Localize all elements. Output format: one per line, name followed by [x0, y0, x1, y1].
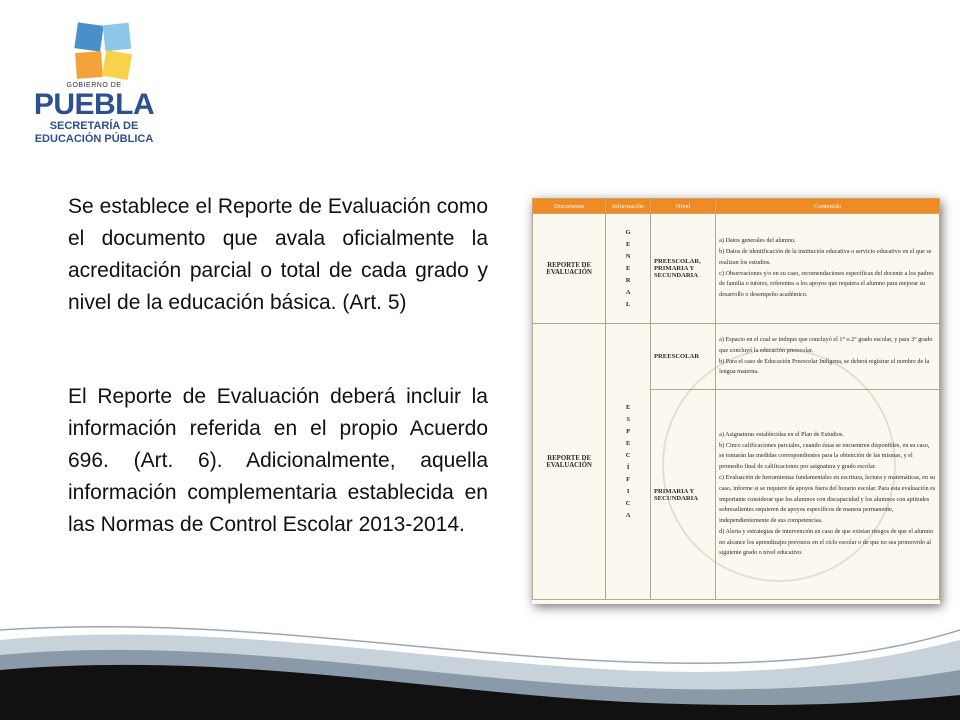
logo-line2: EDUCACIÓN PÚBLICA	[34, 133, 154, 145]
header-informacion: Información	[606, 199, 651, 214]
content-item: b) Cinco calificaciones parciales, cuando éstas se encuentren disponibles, en su caso, se tomarán las medidas correspondientes para la obtención de las mismas, y el promedio final de calificaciones por asignatura y grado escolar.	[719, 441, 930, 471]
puzzle-pieces-icon	[62, 24, 142, 80]
table-row	[533, 214, 940, 324]
paragraph-art5: Se establece el Reporte de Evaluación como el documento que avala oficialmente la acreditación parcial o total de cada grado y nivel de la educación básica. (Art. 5)	[68, 195, 488, 314]
logo-line1: SECRETARÍA DE	[49, 120, 139, 132]
cell-informacion	[606, 324, 651, 600]
header-nivel: Nivel	[651, 199, 716, 214]
content-item: a) Espacio en el cual se indique que concluyó el 1° o 2° grado escolar, y para 3° grado que concluyó la educación preescolar.	[719, 335, 933, 354]
info-general-text: G E N E R A L	[625, 228, 631, 308]
table-header-row	[533, 199, 940, 214]
cell-documento: REPORTE DE EVALUACIÓN	[533, 214, 606, 324]
content-item: d) Alerta y estrategias de intervención en caso de que existan riesgos de que el alumno no alcance los aprendizajes previstos en el ciclo escolar o de que no sea promovido al siguiente grado o nivel educativo.	[719, 527, 934, 557]
reporte-table-image	[532, 198, 940, 604]
content-item: c) Observaciones y/o en su caso, recomendaciones específicas del docente a los padres de familia o tutores, referentes a los apoyos que requiera el alumno para mejorar su desarrollo o desempeño académico.	[719, 269, 934, 299]
puebla-sep-logo	[24, 22, 164, 145]
seal-watermark	[662, 348, 896, 582]
paragraph-art6: El Reporte de Evaluación deberá incluir la información referida en el propio Acuerdo 696. (Art. 6). Adicionalmente, aquella información complementaria establecida en las Normas de Control Escolar 2013-2014.	[68, 385, 488, 536]
bottom-wave-decoration	[0, 600, 960, 720]
info-especifica-text: E S P E C Í F I C A	[625, 403, 631, 519]
content-item: b) Datos de identificación de la institución educativa o servicio educativo en el que se realizan los estudios.	[719, 247, 932, 266]
content-item: c) Evaluación de herramientas fundamentales en escritura, lectura y matemáticas, en su caso, informe si se requiere de apoyos fuera del horario escolar. Para esta evaluación es importante considerar que los alumnos con discapacidad y los alumnos con aptitudes sobresalientes requieren de apoyos específicos de manera permanente, independientemente de sus competencias.	[719, 473, 936, 525]
cell-informacion	[606, 214, 651, 324]
cell-nivel-preescolar: PREESCOLAR	[651, 324, 716, 390]
cell-nivel-primaria: PRIMARIA Y SECUNDARIA	[651, 390, 716, 600]
logo-small-text: GOBIERNO DE	[66, 82, 122, 89]
cell-documento: REPORTE DE EVALUACIÓN	[533, 324, 606, 600]
content-item: a) Asignaturas establecidas en el Plan de Estudios.	[719, 430, 844, 438]
content-item: a) Datos generales del alumno.	[719, 237, 796, 245]
cell-contenido	[716, 214, 940, 324]
cell-nivel: PREESCOLAR, PRIMARIA Y SECUNDARIA	[651, 214, 716, 324]
logo-main-text: PUEBLA	[33, 88, 155, 121]
content-item: b) Para el caso de Educación Preescolar Indígena, se deberá registrar el nombre de la lengua materna.	[719, 357, 930, 376]
header-documento: Documento	[533, 199, 606, 214]
header-contenido: Contenido	[716, 199, 940, 214]
